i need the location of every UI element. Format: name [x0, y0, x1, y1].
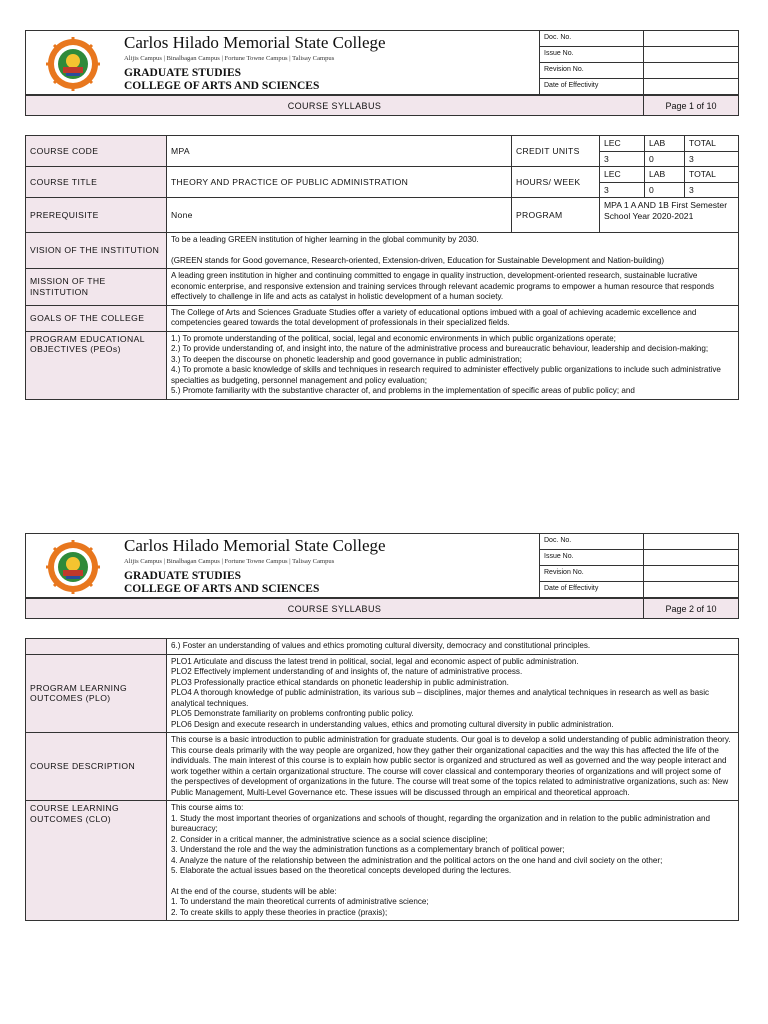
course-title-label: COURSE TITLE — [26, 167, 167, 198]
course-description-text: This course is a basic introduction to public administration for graduate students. Our goal is to develop a solid understanding of public administration theory. This course deals primarily with the way people are organized, how they gather their organizational capacities and the way this has affected the life of the individuals. The main interest of this course is to explain how public sector is organized and structured as well as governed and the way people interact and work together within a certain organizational structure. The course will cover classical and contemporary theories of organizations and will project some of the perspectives of development of organizations in the future. The course will treat some of the topics related to administrative organizations, such as: New Public Management, Multi-Level Governance etc. These issues will be discussed through an empirical and theoretical approach. — [167, 733, 739, 801]
credit-lec-value: 3 — [600, 151, 645, 167]
plo-item: PLO5 Demonstrate familiarity on problems confronting public policy. — [171, 709, 414, 718]
credit-total-label: TOTAL — [685, 136, 739, 152]
doc-no-value — [644, 31, 739, 47]
plo-item: PLO6 Design and execute research in understanding values, ethics and promoting cultural diversity in public administration. — [171, 719, 614, 729]
college-name: Carlos Hilado Memorial State College — [124, 33, 386, 52]
peo-item: 2.) To provide understanding of, and insight into, the nature of the administrative process and bureaucratic behaviour, leadership and decision-making; — [171, 344, 709, 353]
hours-total-value: 3 — [685, 182, 739, 198]
peo-item: 4.) To promote a basic knowledge of skills and techniques in research required to administer effectively public organizations to include such administrative specialties as budgeting, personnel management and policy evaluation; — [171, 365, 721, 385]
credit-lab-value: 0 — [645, 151, 685, 167]
peo-item: 6.) Foster an understanding of values and ethics promoting cultural diversity, democracy and constitutional principles. — [167, 639, 739, 655]
doc-no-label: Doc. No. — [540, 534, 644, 550]
page-number: Page 2 of 10 — [644, 599, 739, 619]
syllabus-title: COURSE SYLLABUS — [26, 599, 644, 619]
plo-item: PLO2 Effectively implement understanding of and insights of, the nature of administrative process. — [171, 667, 523, 676]
campus-list: Alijis Campus | Binalbagan Campus | Fortune Towne Campus | Talisay Campus — [124, 558, 335, 565]
vision-text — [167, 233, 739, 269]
course-title-value: THEORY AND PRACTICE OF PUBLIC ADMINISTRATION — [167, 167, 512, 198]
issue-no-value — [644, 550, 739, 566]
date-effectivity-value — [644, 582, 739, 598]
vision-green-note: (GREEN stands for Good governance, Research-oriented, Extension-driven, Education for Sustainable Development and Nation-building) — [171, 255, 665, 265]
plo-list — [167, 654, 739, 733]
college-seal-icon — [46, 37, 100, 91]
prerequisite-value: None — [167, 198, 512, 233]
college-heading: COLLEGE OF ARTS AND SCIENCES — [124, 80, 320, 92]
goals-text: The College of Arts and Sciences Graduate Studies offer a variety of educational options imbued with a goal of achieving academic excellence and competencies geared towards the total development of professionals in their specialized fields. — [167, 305, 739, 331]
clo-outro: At the end of the course, students will be able: — [171, 886, 337, 896]
syllabus-title-bar — [25, 95, 739, 116]
revision-no-value — [644, 63, 739, 79]
issue-no-label: Issue No. — [540, 47, 644, 63]
mission-text: A leading green institution in higher and continuing committed to engage in quality instruction, development-oriented research, sustainable lucrative economic enterprise, and responsive extension and training services through relevant academic programs to empower a human resource that responds effectively to challenge in life and acts as catalyst in holistic development of a human society. — [167, 269, 739, 306]
date-effectivity-label: Date of Effectivity — [540, 79, 644, 95]
header-brand — [26, 31, 540, 95]
document-header — [25, 533, 739, 598]
doc-no-label: Doc. No. — [540, 31, 644, 47]
document-header — [25, 30, 739, 95]
goals-label: GOALS OF THE COLLEGE — [26, 305, 167, 331]
syllabus-title-bar — [25, 598, 739, 619]
clo-aim: 3. Understand the role and the way the administration functions as a complementary branch of political power; — [171, 845, 565, 854]
outcomes-table — [25, 638, 739, 921]
issue-no-label: Issue No. — [540, 550, 644, 566]
clo-intro: This course aims to: — [171, 803, 244, 812]
plo-item: PLO4 A thorough knowledge of public administration, its various sub – disciplines, major themes and analytical techniques in research as well as basic analytical techniques. — [171, 688, 710, 708]
vision-label: VISION OF THE INSTITUTION — [26, 233, 167, 269]
peo-item: 5.) Promote familiarity with the substantive character of, and problems in the implementation of specific areas of public policy; and — [171, 386, 635, 395]
credit-total-value: 3 — [685, 151, 739, 167]
doc-no-value — [644, 534, 739, 550]
clo-aim: 5. Elaborate the actual issues based on the theoretical concepts developed during the lectures. — [171, 866, 512, 875]
clo-outcome: 2. To create skills to apply these theories in practice (praxis); — [171, 907, 388, 917]
plo-label: PROGRAM LEARNING OUTCOMES (PLO) — [26, 654, 167, 733]
issue-no-value — [644, 47, 739, 63]
credit-units-label: CREDIT UNITS — [512, 136, 600, 167]
peo-list — [167, 331, 739, 399]
clo-list — [167, 801, 739, 921]
vision-statement: To be a leading GREEN institution of higher learning in the global community by 2030. — [171, 235, 479, 244]
credit-lab-label: LAB — [645, 136, 685, 152]
mission-label: MISSION OF THE INSTITUTION — [26, 269, 167, 306]
hours-week-label: HOURS/ WEEK — [512, 167, 600, 198]
course-info-table — [25, 135, 739, 400]
prerequisite-label: PREREQUISITE — [26, 198, 167, 233]
campus-list: Alijis Campus | Binalbagan Campus | Fortune Towne Campus | Talisay Campus — [124, 55, 335, 62]
clo-label: COURSE LEARNING OUTCOMES (CLO) — [26, 801, 167, 921]
graduate-studies-heading: GRADUATE STUDIES — [124, 67, 242, 79]
revision-no-label: Revision No. — [540, 566, 644, 582]
college-name: Carlos Hilado Memorial State College — [124, 536, 386, 555]
clo-aim: 2. Consider in a critical manner, the administrative science as a social science discipline; — [171, 834, 488, 844]
syllabus-title: COURSE SYLLABUS — [26, 96, 644, 116]
clo-aim: 4. Analyze the nature of the relationship between the administration and the political actors on the one hand and civil society on the other; — [171, 855, 663, 865]
hours-lab-value: 0 — [645, 182, 685, 198]
syllabus-page-2 — [25, 533, 738, 921]
page-number: Page 1 of 10 — [644, 96, 739, 116]
course-code-value: MPA — [167, 136, 512, 167]
clo-outcome: 1. To understand the main theoretical currents of administrative science; — [171, 897, 429, 906]
college-heading: COLLEGE OF ARTS AND SCIENCES — [124, 583, 320, 595]
hours-lec-value: 3 — [600, 182, 645, 198]
peo-continued-label — [26, 639, 167, 655]
program-label: PROGRAM — [512, 198, 600, 233]
plo-item: PLO3 Professionally practice ethical standards on phonetic leadership in public administration. — [171, 677, 509, 687]
header-brand — [26, 534, 540, 598]
revision-no-value — [644, 566, 739, 582]
course-description-label: COURSE DESCRIPTION — [26, 733, 167, 801]
college-seal-icon — [46, 540, 100, 594]
peo-item: 3.) To deepen the discourse on phonetic leadership and good governance in public administration; — [171, 354, 522, 364]
revision-no-label: Revision No. — [540, 63, 644, 79]
peo-label: PROGRAM EDUCATIONAL OBJECTIVES (PEOs) — [26, 331, 167, 399]
course-code-label: COURSE CODE — [26, 136, 167, 167]
hours-total-label: TOTAL — [685, 167, 739, 183]
graduate-studies-heading: GRADUATE STUDIES — [124, 570, 242, 582]
credit-lec-label: LEC — [600, 136, 645, 152]
clo-aim: 1. Study the most important theories of organizations and schools of thought, regarding the organization and in relation to the public administration and bureaucracy; — [171, 813, 711, 833]
syllabus-page-1 — [25, 30, 738, 400]
plo-item: PLO1 Articulate and discuss the latest trend in political, social, legal and economic aspect of public administration. — [171, 656, 579, 666]
date-effectivity-label: Date of Effectivity — [540, 582, 644, 598]
date-effectivity-value — [644, 79, 739, 95]
hours-lab-label: LAB — [645, 167, 685, 183]
peo-item: 1.) To promote understanding of the political, social, legal and economic environments in which public organizations operate; — [171, 333, 616, 343]
program-value: MPA 1 A AND 1B First Semester School Year 2020-2021 — [600, 198, 739, 233]
hours-lec-label: LEC — [600, 167, 645, 183]
